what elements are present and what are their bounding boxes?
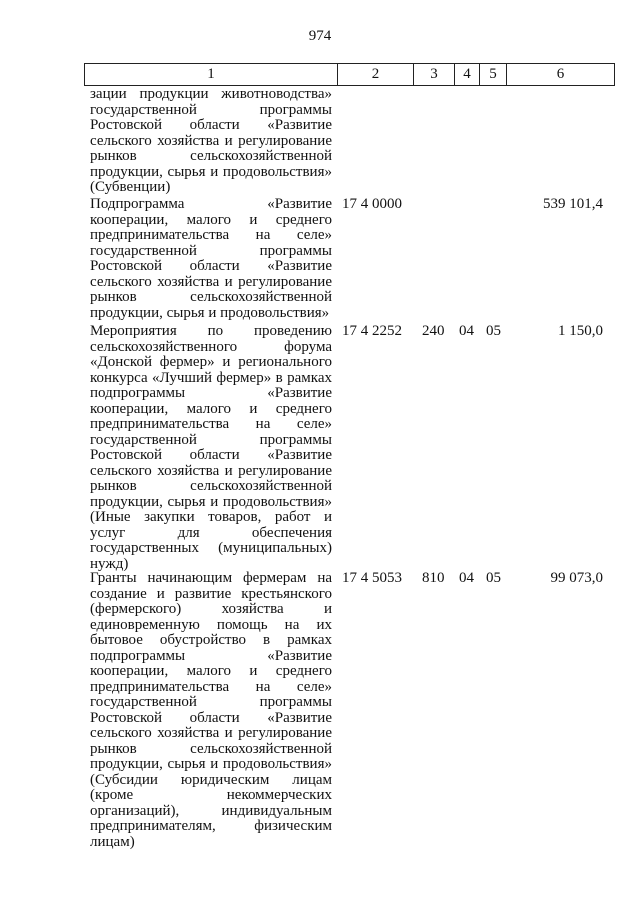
row-expense-type: 240 [422, 323, 445, 339]
row-code: 17 4 5053 [342, 570, 402, 586]
column-header-row [85, 64, 615, 86]
row-expense-type: 810 [422, 570, 445, 586]
column-header-3: 3 [414, 64, 455, 86]
row-subsection: 05 [486, 323, 501, 339]
row-name: Гранты начинающим фермерам на создание и развитие крестьянского (фермерского) хозяйства и единовременную помощь на их бытовое обустройство в рамках подпрограммы «Развитие кооперации, малого и среднего предпринимательства на селе» государственной программы Ростовской области «Развитие сельского хозяйства и регулирование рынков сельскохозяйственной продукции, сырья и продовольствия» (Субсидии юридическим лицам (кроме некоммерческих организаций), индивидуальным предпринимателям, физическим лицам) [90, 570, 332, 850]
page-number: 974 [308, 28, 332, 44]
row-name: зации продукции животноводства» государственной программы Ростовской области «Развитие сельского хозяйства и регулирование рынков сельскохозяйственной продукции, сырья и продовольствия» (Субвенции) [90, 86, 332, 195]
row-section: 04 [459, 570, 474, 586]
row-subsection: 05 [486, 570, 501, 586]
column-header-4: 4 [455, 64, 480, 86]
column-header-table [84, 63, 615, 86]
row-amount: 99 073,0 [550, 570, 603, 586]
column-header-2: 2 [338, 64, 414, 86]
column-header-6: 6 [507, 64, 615, 86]
column-header-5: 5 [480, 64, 507, 86]
row-section: 04 [459, 323, 474, 339]
row-code: 17 4 0000 [342, 196, 402, 212]
row-code: 17 4 2252 [342, 323, 402, 339]
column-header-1: 1 [85, 64, 338, 86]
row-name: Мероприятия по проведению сельскохозяйственного форума «Донской фермер» и регионального конкурса «Лучший фермер» в рамках подпрограммы «Развитие кооперации, малого и среднего предпринимательства на селе» государственной программы Ростовской области «Развитие сельского хозяйства и регулирование рынков сельскохозяйственной продукции, сырья и продовольствия» (Иные закупки товаров, работ и услуг для обеспечения государственных (муниципальных) нужд) [90, 323, 332, 572]
row-name: Подпрограмма «Развитие кооперации, малого и среднего предпринимательства на селе» государственной программы Ростовской области «Развитие сельского хозяйства и регулирование рынков сельскохозяйственной продукции, сырья и продовольствия» [90, 196, 332, 321]
row-amount: 1 150,0 [558, 323, 603, 339]
row-amount: 539 101,4 [543, 196, 603, 212]
